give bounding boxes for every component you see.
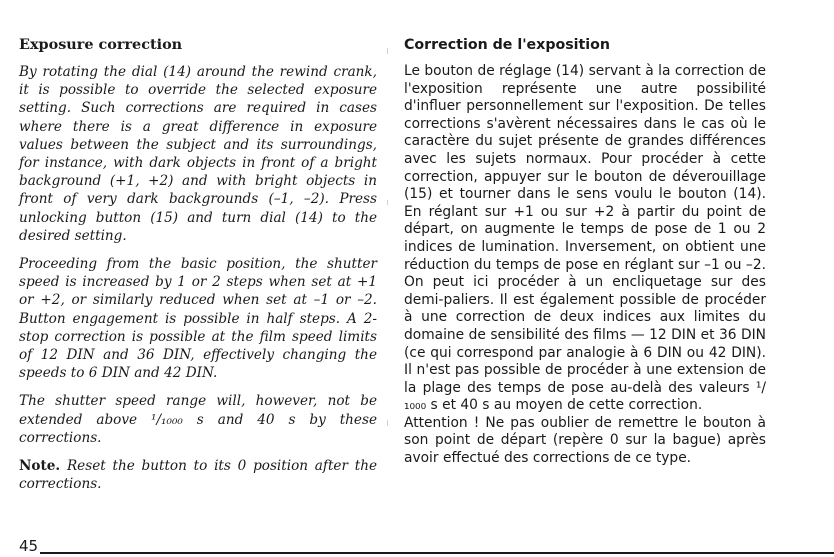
french-paragraph-attention: Attention ! Ne pas oublier de remettre le bouton à son point de départ (repère 0 sur la bague) après avoir effectué des corrections de ce type. [404, 414, 766, 467]
english-note [19, 457, 377, 493]
page-number: 45 [19, 537, 39, 555]
english-paragraph-range: The shutter speed range will, however, not be extended above ¹/₁₀₀₀ s and 40 s by these corrections. [19, 393, 377, 446]
english-paragraph-shutter-speed: Proceeding from the basic position, the shutter speed is increased by 1 or 2 steps when set at +1 or +2, or similarly reduced when set at –1 or –2. Button engagement is possible in half steps. A 2-stop correction is possible at the film speed limits of 12 DIN and 36 DIN, effectively changing the speeds to 6 DIN and 42 DIN. [19, 256, 377, 382]
english-column [19, 36, 377, 503]
english-paragraph-dial: By rotating the dial (14) around the rewind crank, it is possible to override the selected exposure setting. Such corrections are required in cases where there is a great difference in exposure values between the subject and its surroundings, for instance, with dark objects in front of a bright background (+1, +2) and with bright objects in front of very dark backgrounds (–1, –2). Press unlocking button (15) and turn dial (14) to the desired setting. [19, 64, 377, 244]
note-label: Note. [19, 458, 61, 475]
note-text: Reset the button to its 0 position after the corrections. [19, 458, 377, 493]
bottom-rule [40, 552, 834, 554]
french-column [404, 36, 766, 468]
gutter-mark [387, 200, 388, 205]
french-heading: Correction de l'exposition [404, 37, 611, 53]
english-heading: Exposure correction [19, 36, 183, 53]
french-paragraph-correction: Le bouton de réglage (14) servant à la correction de l'exposition représente une autre possibilité d'influer personnellement sur l'exposition. De telles corrections s'avèrent nécessaires dans le cas où le caractère du sujet présente de grandes différences avec les sujets normaux. Pour procéder à cette correction, appuyer sur le bouton de déverouillage (15) et tourner dans le sens voulu le bouton (14). En réglant sur +1 ou sur +2 à partir du point de départ, on augmente le temps de pose de 1 ou 2 indices de lumination. Inversement, on obtient une réduction du temps de pose en réglant sur –1 ou –2. On peut ici procéder à un encliquetage sur des demi-paliers. Il est également possible de procéder à une correction de deux indices aux limites du domaine de sensibilité des films — 12 DIN et 36 DIN (ce qui correspond par analogie à 6 DIN ou 42 DIN). Il n'est pas possible de procéder à une extension de la plage des temps de pose au-delà des valeurs ¹/₁₀₀₀ s et 40 s au moyen de cette correction. [404, 63, 766, 414]
gutter-mark [387, 48, 388, 54]
gutter-mark [387, 420, 388, 426]
